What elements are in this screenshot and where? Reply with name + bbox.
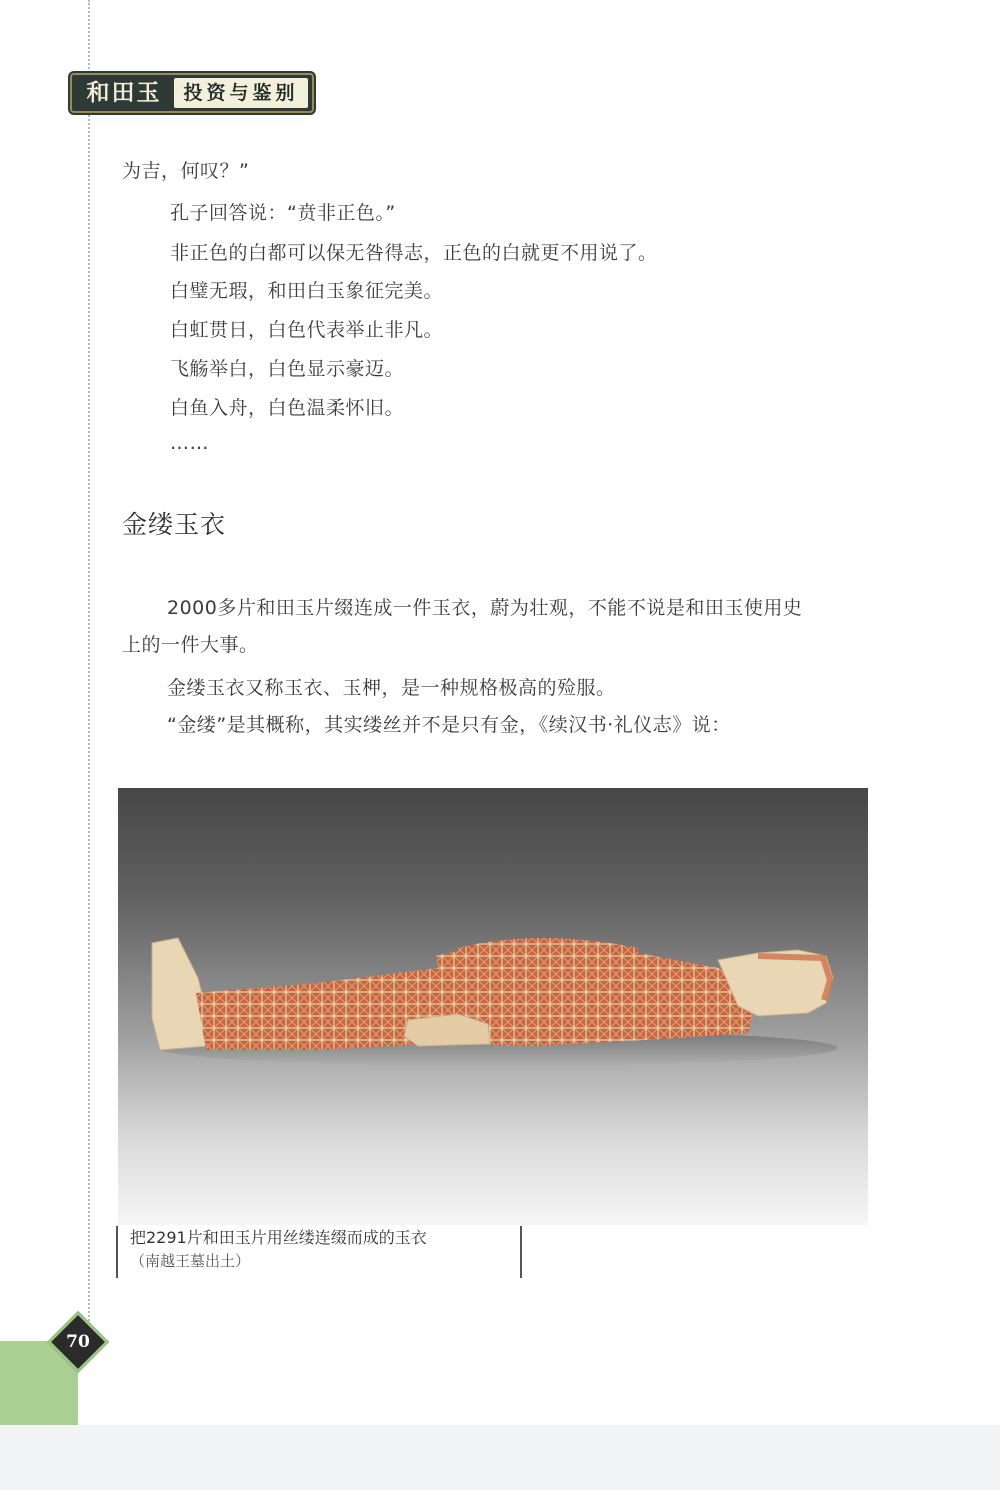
caption-title: 把2291片和田玉片用丝缕连缀而成的玉衣 bbox=[130, 1228, 427, 1247]
page-number: 70 bbox=[66, 1332, 90, 1352]
jade-suit-photo bbox=[118, 788, 868, 1225]
text-line: 白璧无瑕，和田白玉象征完美。 bbox=[170, 280, 444, 302]
jade-suit-illustration bbox=[118, 788, 868, 1225]
caption-source: （南越王墓出土） bbox=[130, 1252, 251, 1270]
banner-title-left: 和田玉 bbox=[86, 79, 162, 106]
gutter-dotted-line bbox=[88, 0, 90, 1340]
section-heading: 金缕玉衣 bbox=[122, 510, 227, 539]
paragraph-line: 2000多片和田玉片缀连成一件玉衣，蔚为壮观，不能不说是和田玉使用史 bbox=[167, 597, 803, 619]
banner-title-right: 投资与鉴别 bbox=[174, 78, 308, 108]
text-line: 为吉，何叹？” bbox=[122, 160, 250, 182]
ellipsis-line: …… bbox=[170, 432, 209, 454]
book-title-banner bbox=[70, 73, 314, 113]
text-line: 白虹贯日，白色代表举止非凡。 bbox=[170, 319, 444, 341]
paragraph-line: 上的一件大事。 bbox=[122, 634, 259, 656]
paragraph-line: 金缕玉衣又称玉衣、玉柙，是一种规格极高的殓服。 bbox=[167, 677, 616, 699]
figure-caption bbox=[116, 1226, 522, 1278]
text-line: 飞觞举白，白色显示豪迈。 bbox=[170, 358, 405, 380]
scan-bottom-margin bbox=[0, 1425, 1000, 1490]
text-line: 白鱼入舟，白色温柔怀旧。 bbox=[170, 397, 405, 419]
paragraph-line: “金缕”是其概称，其实缕丝并不是只有金，《续汉书·礼仪志》说： bbox=[167, 714, 731, 736]
text-line: 非正色的白都可以保无咎得志，正色的白就更不用说了。 bbox=[170, 242, 658, 264]
text-line: 孔子回答说：“贲非正色。” bbox=[170, 202, 396, 224]
